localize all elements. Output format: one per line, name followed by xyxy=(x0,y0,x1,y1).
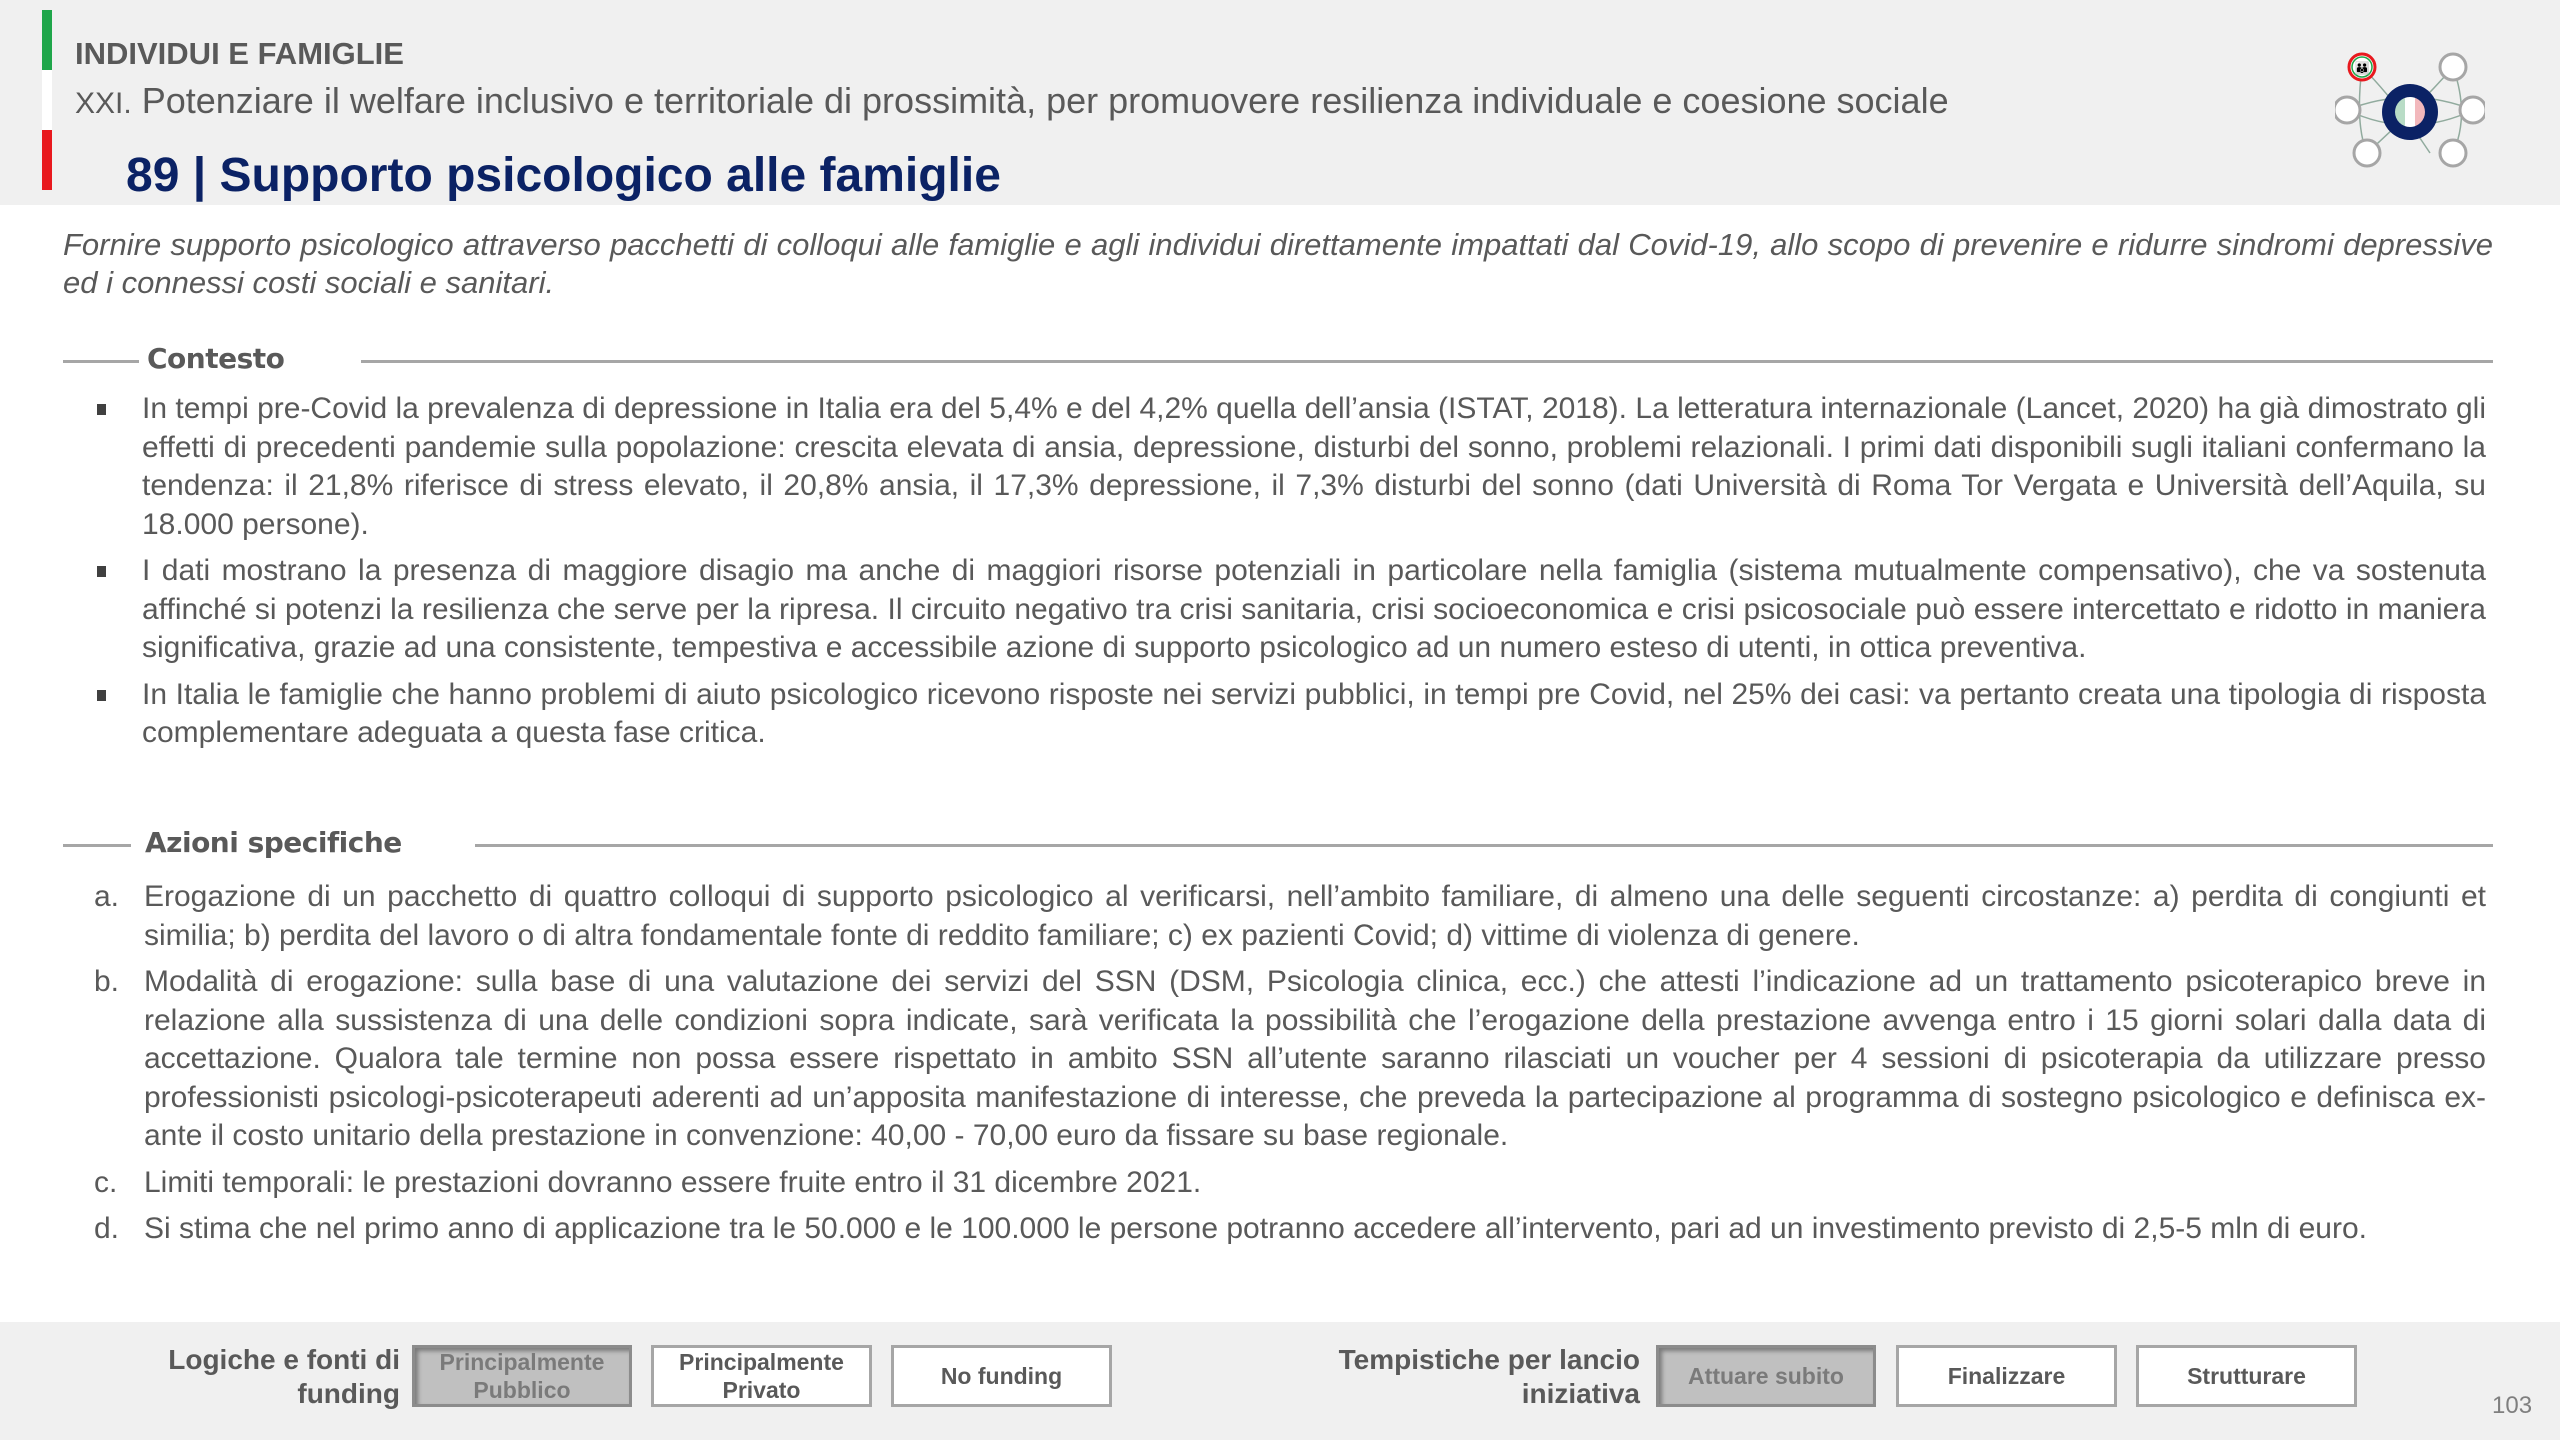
funding-label-line: Logiche e fonti di xyxy=(168,1344,400,1375)
square-bullet-icon xyxy=(97,404,106,415)
divider-line xyxy=(63,360,139,363)
funding-label xyxy=(150,1343,400,1411)
timing-option-finalizzare[interactable] xyxy=(1896,1345,2117,1407)
divider-line xyxy=(361,360,2493,363)
action-item xyxy=(90,963,2486,1156)
action-letter: a. xyxy=(94,880,120,913)
flag-red-stripe xyxy=(42,130,52,190)
divider-line xyxy=(475,844,2493,847)
action-text: Si stima che nel primo anno di applicazione tra le 50.000 e le 100.000 le persone potranno accedere all’intervento, pari ad un investimento previsto di 2,5-5 mln di euro. xyxy=(144,1212,2368,1245)
section-subtitle xyxy=(75,80,1949,122)
header-band xyxy=(0,0,2560,205)
action-item xyxy=(90,878,2486,955)
action-letter: b. xyxy=(94,965,120,998)
page-title: 89 | Supporto psicologico alle famiglie xyxy=(126,149,1001,202)
italian-flag-bar xyxy=(42,10,52,190)
option-line: Privato xyxy=(722,1377,801,1403)
timing-option-attuare-subito[interactable] xyxy=(1656,1345,1876,1407)
action-item xyxy=(90,1164,2486,1203)
divider-line xyxy=(63,844,131,847)
funding-label-line: funding xyxy=(297,1378,400,1409)
action-text: Modalità di erogazione: sulla base di una valutazione dei servizi del SSN (DSM, Psicologia clinica, ecc.) che attesti l’indicazione ad un trattamento psicoterapico breve in relazione alla sussistenza di una delle condizioni sopra indicate, sarà verificata la possibilità che l’erogazione della prestazione avvenga entro i 15 giorni solari dalla data di accettazione. Qualora tale termine non possa essere rispettato in ambito SSN all’utente saranno rilasciati un voucher per 4 sessioni di psicoterapia da utilizzare presso professionisti psicologi-psicoterapeuti aderenti ad un’apposita manifestazione di interesse, che preveda la partecipazione al programma di sostegno psicologico e definisca ex-ante il costo unitario della prestazione in convenzione: 40,00 - 70,00 euro da fissare su base regionale. xyxy=(144,965,2486,1152)
intro-description: Fornire supporto psicologico attraverso pacchetti di colloqui alle famiglie e agli individui direttamente impattati dal Covid-19, allo scopo di prevenire e ridurre sindromi depressive ed i connessi costi sociali e sanitari. xyxy=(63,227,2493,300)
bullet-item xyxy=(90,390,2486,544)
funding-option-pubblico[interactable] xyxy=(412,1345,632,1407)
subtitle-number: XXI. xyxy=(75,87,132,120)
flag-green-stripe xyxy=(42,10,52,70)
option-line: Strutturare xyxy=(2187,1363,2306,1389)
contesto-heading: Contesto xyxy=(147,342,285,375)
bullet-text: In tempi pre-Covid la prevalenza di depressione in Italia era del 5,4% e del 4,2% quella dell’ansia (ISTAT, 2018). La letteratura internazionale (Lancet, 2020) ha già dimostrato gli effetti di precedenti pandemie sulla popolazione: crescita elevata di ansia, depressione, disturbi del sonno, problemi relazionali. I primi dati disponibili sugli italiani confermano la tendenza: il 21,8% riferisce di stress elevato, il 20,8% ansia, il 17,3% depressione, il 7,3% disturbi del sonno (dati Università di Roma Tor Vergata e Università dell’Aquila, su 18.000 persone). xyxy=(142,392,2486,541)
option-line: Attuare subito xyxy=(1688,1363,1844,1389)
bullet-item xyxy=(90,676,2486,753)
svg-text:👪: 👪 xyxy=(2354,61,2370,75)
azioni-heading: Azioni specifiche xyxy=(145,826,402,859)
action-letter: c. xyxy=(94,1165,118,1199)
action-letter: d. xyxy=(94,1212,120,1245)
azioni-list xyxy=(90,878,2486,1257)
funding-option-no-funding[interactable] xyxy=(891,1345,1112,1407)
bullet-text: In Italia le famiglie che hanno problemi di aiuto psicologico ricevono risposte nei servizi pubblici, in tempi pre Covid, nel 25% dei casi: va pertanto creata una tipologia di risposta complementare adeguata a questa fase critica. xyxy=(142,677,2486,749)
timing-label-line: Tempistiche per lancio xyxy=(1338,1344,1640,1375)
family-network-logo-icon xyxy=(2335,45,2485,175)
contesto-section-header xyxy=(63,342,2493,378)
azioni-section-header xyxy=(63,826,2493,862)
timing-label xyxy=(1240,1343,1640,1411)
option-line: Principalmente xyxy=(679,1349,844,1375)
flag-white-stripe xyxy=(42,70,52,130)
timing-label-line: iniziativa xyxy=(1521,1378,1640,1409)
option-line: Principalmente xyxy=(439,1349,605,1375)
contesto-bullet-list xyxy=(90,390,2486,761)
category-label: INDIVIDUI E FAMIGLIE xyxy=(75,36,404,71)
funding-option-privato[interactable] xyxy=(651,1345,872,1407)
action-item xyxy=(90,1210,2486,1249)
action-text: Limiti temporali: le prestazioni dovranno essere fruite entro il 31 dicembre 2021. xyxy=(144,1165,1202,1199)
page-number: 103 xyxy=(2492,1392,2533,1419)
timing-option-strutturare[interactable] xyxy=(2136,1345,2357,1407)
subtitle-text: Potenziare il welfare inclusivo e territoriale di prossimità, per promuovere resilienza individuale e coesione sociale xyxy=(141,80,1949,121)
option-line: No funding xyxy=(940,1363,1063,1389)
bullet-text: I dati mostrano la presenza di maggiore disagio ma anche di maggiori risorse potenziali in particolare nella famiglia (sistema mutualmente compensativo), che va sostenuta affinché si potenzi la resilienza che serve per la ripresa. Il circuito negativo tra crisi sanitaria, crisi socioeconomica e crisi psicosociale può essere intercettato e ridotto in maniera significativa, grazie ad una consistente, tempestiva e accessibile azione di supporto psicologico ad un numero esteso di utenti, in ottica preventiva. xyxy=(142,554,2486,664)
bullet-item xyxy=(90,552,2486,668)
option-line: Finalizzare xyxy=(1947,1363,2066,1389)
action-text: Erogazione di un pacchetto di quattro colloqui di supporto psicologico al verificarsi, nell’ambito familiare, di almeno una delle seguenti circostanze: a) perdita di congiunti et similia; b) perdita del lavoro o di altra fondamentale fonte di reddito familiare; c) ex pazienti Covid; d) vittime di violenza di genere. xyxy=(144,880,2486,952)
option-line: Pubblico xyxy=(473,1377,571,1403)
square-bullet-icon xyxy=(97,566,106,577)
square-bullet-icon xyxy=(97,690,106,701)
